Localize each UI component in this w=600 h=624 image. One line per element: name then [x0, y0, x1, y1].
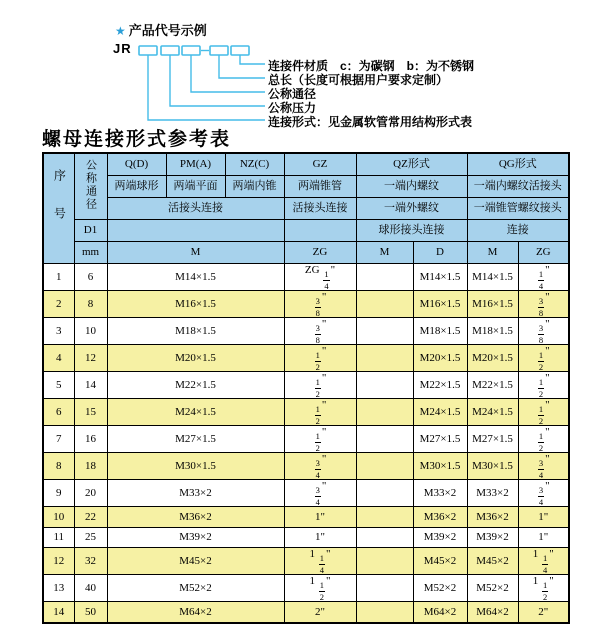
cell-qg-m: M24×1.5: [467, 399, 518, 426]
cell-qz-d: M18×1.5: [413, 318, 467, 345]
header-m-qz: M: [356, 242, 413, 264]
cell-seq: 1: [43, 264, 74, 291]
cell-dn: 15: [74, 399, 107, 426]
cell-qz-d: M52×2: [413, 575, 467, 602]
header-mm: mm: [74, 242, 107, 264]
cell-qg-zg: $\frac{1}{2}$ ": [518, 345, 569, 372]
cell-qg-zg: $\frac{1}{2}$ ": [518, 399, 569, 426]
header-col-nz: NZ(C): [225, 153, 284, 176]
table-title: 螺母连接形式参考表: [42, 129, 232, 150]
cell-dn: 20: [74, 480, 107, 507]
cell-dn: 32: [74, 548, 107, 575]
header-qg-desc1: 一端内螺纹活接头: [467, 176, 569, 198]
table-row: [43, 399, 569, 426]
cell-qg-zg: 2": [518, 602, 569, 623]
table-row: [43, 291, 569, 318]
cell-qz-d: M22×1.5: [413, 372, 467, 399]
table-row: [43, 426, 569, 453]
code-box-3: [182, 46, 200, 55]
cell-seq: 10: [43, 507, 74, 528]
cell-qg-zg: $\frac{3}{8}$ ": [518, 318, 569, 345]
connector-line-form: [148, 55, 265, 120]
cell-qz-m: [356, 318, 413, 345]
cell-qg-m: M16×1.5: [467, 291, 518, 318]
header-col-qg: QG形式: [467, 153, 569, 176]
cell-dn: 40: [74, 575, 107, 602]
cell-dn: 14: [74, 372, 107, 399]
header-seq: [43, 153, 74, 264]
header-zg-qg: ZG: [518, 242, 569, 264]
cell-seq: 6: [43, 399, 74, 426]
header-col-gz: GZ: [284, 153, 356, 176]
cell-gz-zg: $\frac{3}{8}$ ": [284, 291, 356, 318]
cell-seq: 13: [43, 575, 74, 602]
table-row: [43, 264, 569, 291]
table-row: [43, 548, 569, 575]
cell-qz-m: [356, 575, 413, 602]
header-zg-gz: ZG: [284, 242, 356, 264]
cell-qg-m: M30×1.5: [467, 453, 518, 480]
cell-qz-d: M27×1.5: [413, 426, 467, 453]
cell-m-union: M16×1.5: [107, 291, 284, 318]
cell-qz-d: M14×1.5: [413, 264, 467, 291]
cell-seq: 12: [43, 548, 74, 575]
cell-m-union: M45×2: [107, 548, 284, 575]
cell-qz-d: M16×1.5: [413, 291, 467, 318]
cell-dn: 6: [74, 264, 107, 291]
table-body: [43, 264, 569, 624]
cell-qg-zg: $\frac{3}{4}$ ": [518, 480, 569, 507]
product-code-heading-text: 产品代号示例: [128, 23, 207, 38]
header-qz-conn: 球形接头连接: [356, 220, 467, 242]
cell-qz-m: [356, 372, 413, 399]
header-dn: [74, 153, 107, 220]
cell-qz-m: [356, 453, 413, 480]
cell-qg-m: M20×1.5: [467, 345, 518, 372]
cell-seq: 9: [43, 480, 74, 507]
nut-connection-table: [42, 152, 570, 624]
header-m-union: M: [107, 242, 284, 264]
cell-qz-m: [356, 345, 413, 372]
cell-qz-m: [356, 264, 413, 291]
cell-qg-m: M33×2: [467, 480, 518, 507]
table-row: [43, 318, 569, 345]
cell-seq: 8: [43, 453, 74, 480]
cell-dn: 25: [74, 527, 107, 548]
cell-seq: 3: [43, 318, 74, 345]
cell-qg-m: M27×1.5: [467, 426, 518, 453]
code-box-2: [161, 46, 179, 55]
header-blank-union: [107, 220, 284, 242]
cell-qz-d: M45×2: [413, 548, 467, 575]
cell-gz-zg: $\frac{1}{2}$ ": [284, 372, 356, 399]
connector-line-pressure: [170, 55, 265, 106]
cell-qg-zg: $\frac{1}{4}$ ": [518, 264, 569, 291]
cell-m-union: M18×1.5: [107, 318, 284, 345]
cell-qz-d: M64×2: [413, 602, 467, 623]
cell-m-union: M27×1.5: [107, 426, 284, 453]
cell-seq: 2: [43, 291, 74, 318]
cell-qg-zg: $\frac{1}{2}$ ": [518, 372, 569, 399]
cell-gz-zg: $\frac{3}{8}$ ": [284, 318, 356, 345]
header-seq-text: 序号: [52, 168, 67, 245]
code-label-material: 连接件材质 c：为碳钢 b：为不锈钢: [268, 59, 475, 73]
cell-qg-m: M18×1.5: [467, 318, 518, 345]
cell-m-union: M52×2: [107, 575, 284, 602]
cell-qz-m: [356, 548, 413, 575]
cell-gz-zg: 1 $\frac{1}{4}$ ": [284, 548, 356, 575]
cell-qg-zg: $\frac{3}{4}$ ": [518, 453, 569, 480]
table-header: [43, 153, 569, 264]
cell-gz-zg: 2": [284, 602, 356, 623]
cell-qg-zg: 1": [518, 507, 569, 528]
code-label-pressure: 公称压力: [268, 101, 317, 115]
code-label-form: 连接形式：见金属软管常用结构形式表: [268, 115, 473, 129]
cell-dn: 8: [74, 291, 107, 318]
header-gz-desc: 两端锥管: [284, 176, 356, 198]
header-q-desc: 两端球形: [107, 176, 166, 198]
cell-qg-zg: 1 $\frac{1}{4}$ ": [518, 548, 569, 575]
star-icon: ★: [115, 24, 126, 38]
product-code-prefix: JR: [113, 41, 132, 56]
header-qg-conn: 连接: [467, 220, 569, 242]
table-row: [43, 345, 569, 372]
connector-line-diameter: [191, 55, 265, 92]
table-row: [43, 575, 569, 602]
cell-qg-zg: 1": [518, 527, 569, 548]
header-union-conn: 活接头连接: [107, 198, 284, 220]
cell-seq: 5: [43, 372, 74, 399]
table-row: [43, 507, 569, 528]
cell-qz-d: M24×1.5: [413, 399, 467, 426]
cell-gz-zg: $\frac{3}{4}$ ": [284, 480, 356, 507]
cell-m-union: M20×1.5: [107, 345, 284, 372]
cell-qg-m: M36×2: [467, 507, 518, 528]
cell-qz-m: [356, 602, 413, 623]
code-box-5: [231, 46, 249, 55]
table-row: [43, 527, 569, 548]
cell-qg-zg: $\frac{3}{8}$ ": [518, 291, 569, 318]
code-box-1: [139, 46, 157, 55]
header-qg-desc2: 一端锥管螺纹接头: [467, 198, 569, 220]
cell-dn: 10: [74, 318, 107, 345]
code-label-length: 总长（长度可根据用户要求定制）: [268, 73, 449, 87]
cell-m-union: M30×1.5: [107, 453, 284, 480]
header-d1: D1: [74, 220, 107, 242]
cell-qg-m: M45×2: [467, 548, 518, 575]
cell-qz-m: [356, 480, 413, 507]
cell-qg-m: M22×1.5: [467, 372, 518, 399]
header-d-qz: D: [413, 242, 467, 264]
header-col-pm: PM(A): [166, 153, 225, 176]
cell-gz-zg: $\frac{1}{2}$ ": [284, 399, 356, 426]
cell-seq: 7: [43, 426, 74, 453]
table-row: [43, 602, 569, 623]
cell-m-union: M33×2: [107, 480, 284, 507]
cell-dn: 16: [74, 426, 107, 453]
cell-gz-zg: ZG $\frac{1}{4}$ ": [284, 264, 356, 291]
cell-qz-d: M20×1.5: [413, 345, 467, 372]
header-blank-gz: [284, 220, 356, 242]
cell-m-union: M64×2: [107, 602, 284, 623]
cell-seq: 4: [43, 345, 74, 372]
header-m-qg: M: [467, 242, 518, 264]
cell-qg-m: M14×1.5: [467, 264, 518, 291]
table-row: [43, 372, 569, 399]
cell-qz-m: [356, 507, 413, 528]
cell-qz-m: [356, 399, 413, 426]
cell-qz-d: M36×2: [413, 507, 467, 528]
cell-dn: 18: [74, 453, 107, 480]
header-gz-conn: 活接头连接: [284, 198, 356, 220]
code-box-4: [210, 46, 228, 55]
cell-gz-zg: 1 $\frac{1}{2}$ ": [284, 575, 356, 602]
cell-dn: 12: [74, 345, 107, 372]
connector-line-material: [240, 55, 265, 64]
header-col-qz: QZ形式: [356, 153, 467, 176]
cell-dn: 22: [74, 507, 107, 528]
header-nz-desc: 两端内锥: [225, 176, 284, 198]
cell-m-union: M39×2: [107, 527, 284, 548]
cell-qz-m: [356, 291, 413, 318]
cell-seq: 11: [43, 527, 74, 548]
cell-gz-zg: $\frac{1}{2}$ ": [284, 345, 356, 372]
header-qz-desc1: 一端内螺纹: [356, 176, 467, 198]
cell-m-union: M36×2: [107, 507, 284, 528]
cell-qg-m: M64×2: [467, 602, 518, 623]
cell-qz-d: M39×2: [413, 527, 467, 548]
cell-seq: 14: [43, 602, 74, 623]
cell-qz-d: M33×2: [413, 480, 467, 507]
cell-gz-zg: 1": [284, 527, 356, 548]
header-dn-text: 公称通径: [84, 158, 97, 211]
header-pm-desc: 两端平面: [166, 176, 225, 198]
cell-qz-m: [356, 426, 413, 453]
table-row: [43, 480, 569, 507]
cell-m-union: M24×1.5: [107, 399, 284, 426]
cell-qg-zg: 1 $\frac{1}{2}$ ": [518, 575, 569, 602]
cell-m-union: M14×1.5: [107, 264, 284, 291]
cell-dn: 50: [74, 602, 107, 623]
cell-m-union: M22×1.5: [107, 372, 284, 399]
cell-qg-m: M52×2: [467, 575, 518, 602]
cell-gz-zg: $\frac{1}{2}$ ": [284, 426, 356, 453]
cell-qz-m: [356, 527, 413, 548]
connector-line-length: [219, 55, 265, 78]
cell-gz-zg: $\frac{3}{4}$ ": [284, 453, 356, 480]
table-row: [43, 453, 569, 480]
cell-qg-m: M39×2: [467, 527, 518, 548]
header-col-q: Q(D): [107, 153, 166, 176]
header-qz-desc2: 一端外螺纹: [356, 198, 467, 220]
cell-qg-zg: $\frac{1}{2}$ ": [518, 426, 569, 453]
cell-gz-zg: 1": [284, 507, 356, 528]
code-label-diameter: 公称通径: [268, 87, 317, 101]
cell-qz-d: M30×1.5: [413, 453, 467, 480]
